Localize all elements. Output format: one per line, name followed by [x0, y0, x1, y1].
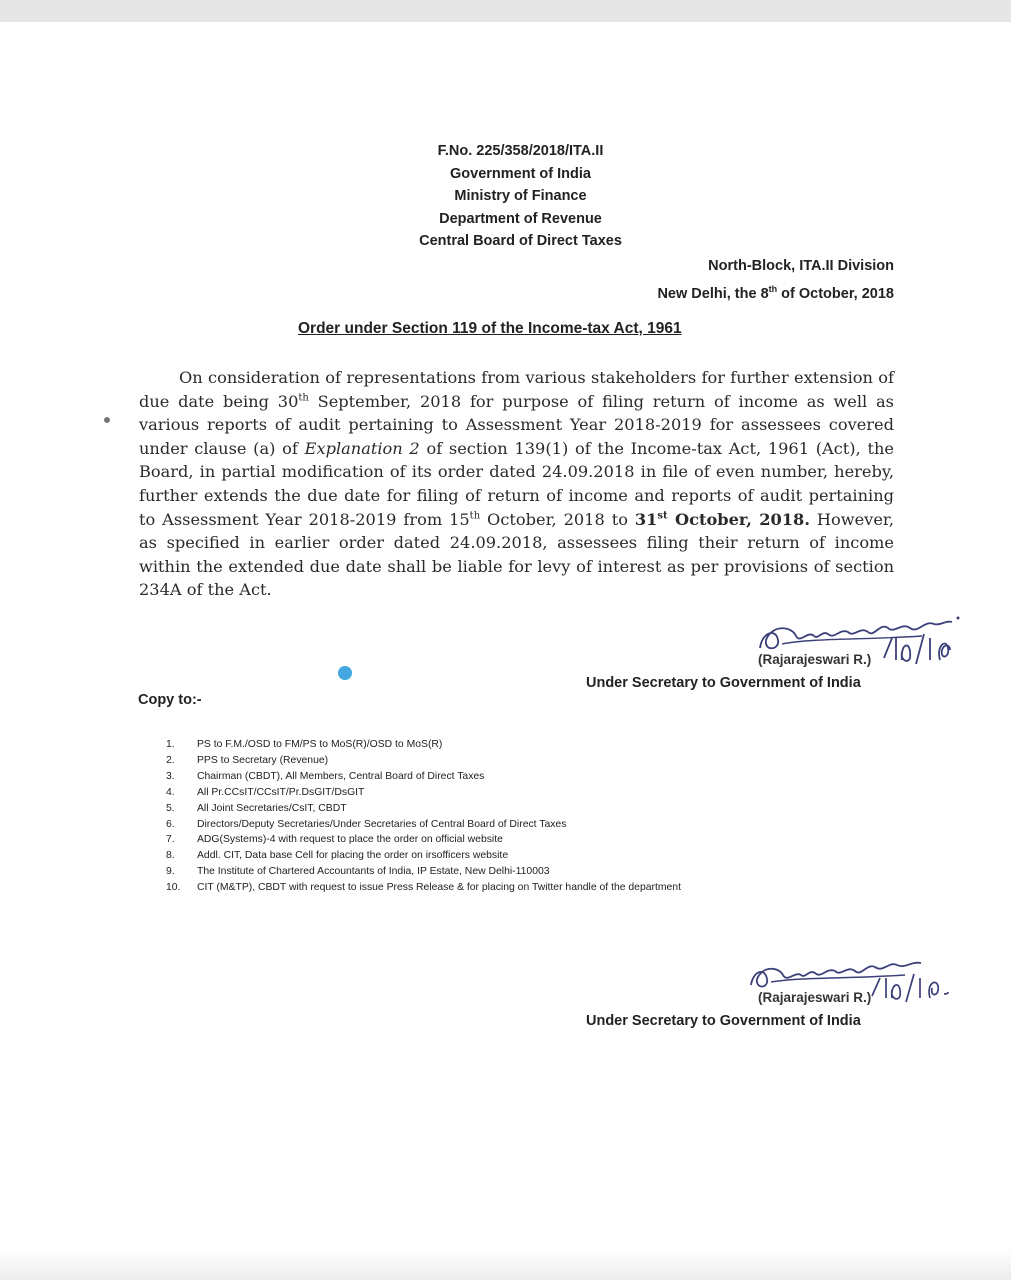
- list-item: 5. All Joint Secretaries/CsIT, CBDT: [166, 802, 347, 814]
- list-item: 2. PPS to Secretary (Revenue): [166, 754, 329, 766]
- handwritten-date: [880, 630, 968, 668]
- department-line: Department of Revenue: [439, 210, 602, 227]
- list-item: 4. All Pr.CCsIT/CCsIT/Pr.DsGIT/DsGIT: [166, 786, 365, 798]
- marker-dot: [338, 666, 352, 680]
- scan-top-margin: [0, 0, 1011, 22]
- list-item: 7. ADG(Systems)-4 with request to place the order on official website: [166, 834, 503, 846]
- copy-to-list: [166, 737, 681, 896]
- handwritten-date: [868, 970, 952, 1006]
- order-body: On consideration of representations from various stakeholders for further extension of due date being 30th September, 2018 for purpose of filing return of income as well as various reports of audit pertaining to Assessment Year 2018-2019 for assessees covered under clause (a) of Explanation 2 of section 139(1) of the Income-tax Act, 1961 (Act), the Board, in partial modification of its order dated 24.09.2018 in file of even number, hereby, further extends the due date for filing of return of income and reports of audit pertaining to Assessment Year 2018-2019 from 15th October, 2018 to 31st October, 2018. However, as specified in earlier order dated 24.09.2018, assessees filing their return of income within the extended due date shall be liable for levy of interest as per provisions of section 234A of the Act.: [139, 368, 895, 600]
- copy-to-heading: Copy to:-: [138, 692, 202, 708]
- office-line: North-Block, ITA.II Division: [708, 258, 894, 274]
- list-item: 6. Directors/Deputy Secretaries/Under Secretaries of Central Board of Direct Taxes: [166, 818, 567, 830]
- date-line: New Delhi, the 8th of October, 2018: [657, 283, 894, 302]
- signatory-name: (Rajarajeswari R.): [758, 652, 872, 667]
- signatory-name: (Rajarajeswari R.): [758, 990, 872, 1005]
- list-item: 3. Chairman (CBDT), All Members, Central Board of Direct Taxes: [166, 770, 485, 782]
- scan-speck: [104, 417, 110, 423]
- government-line: Government of India: [450, 165, 591, 182]
- board-line: Central Board of Direct Taxes: [419, 233, 622, 249]
- ministry-line: Ministry of Finance: [454, 188, 587, 204]
- list-item: 1. PS to F.M./OSD to FM/PS to MoS(R)/OSD to MoS(R): [166, 739, 443, 750]
- file-number: F.No. 225/358/2018/ITA.II: [437, 143, 604, 159]
- order-title: Order under Section 119 of the Income-tax Act, 1961: [298, 320, 682, 337]
- scan-bottom-margin: [0, 1250, 1011, 1280]
- list-item: 8. Addl. CIT, Data base Cell for placing the order on irsofficers website: [166, 850, 509, 862]
- list-item: 9. The Institute of Chartered Accountants of India, IP Estate, New Delhi-110003: [166, 866, 550, 878]
- list-item: 10. CIT (M&TP), CBDT with request to issue Press Release & for placing on Twitter handle of the department: [166, 882, 681, 894]
- place-and-date: [657, 255, 894, 305]
- signatory-designation: Under Secretary to Government of India: [586, 1013, 861, 1029]
- letterhead: [0, 140, 1011, 253]
- signatory-designation: Under Secretary to Government of India: [586, 675, 861, 691]
